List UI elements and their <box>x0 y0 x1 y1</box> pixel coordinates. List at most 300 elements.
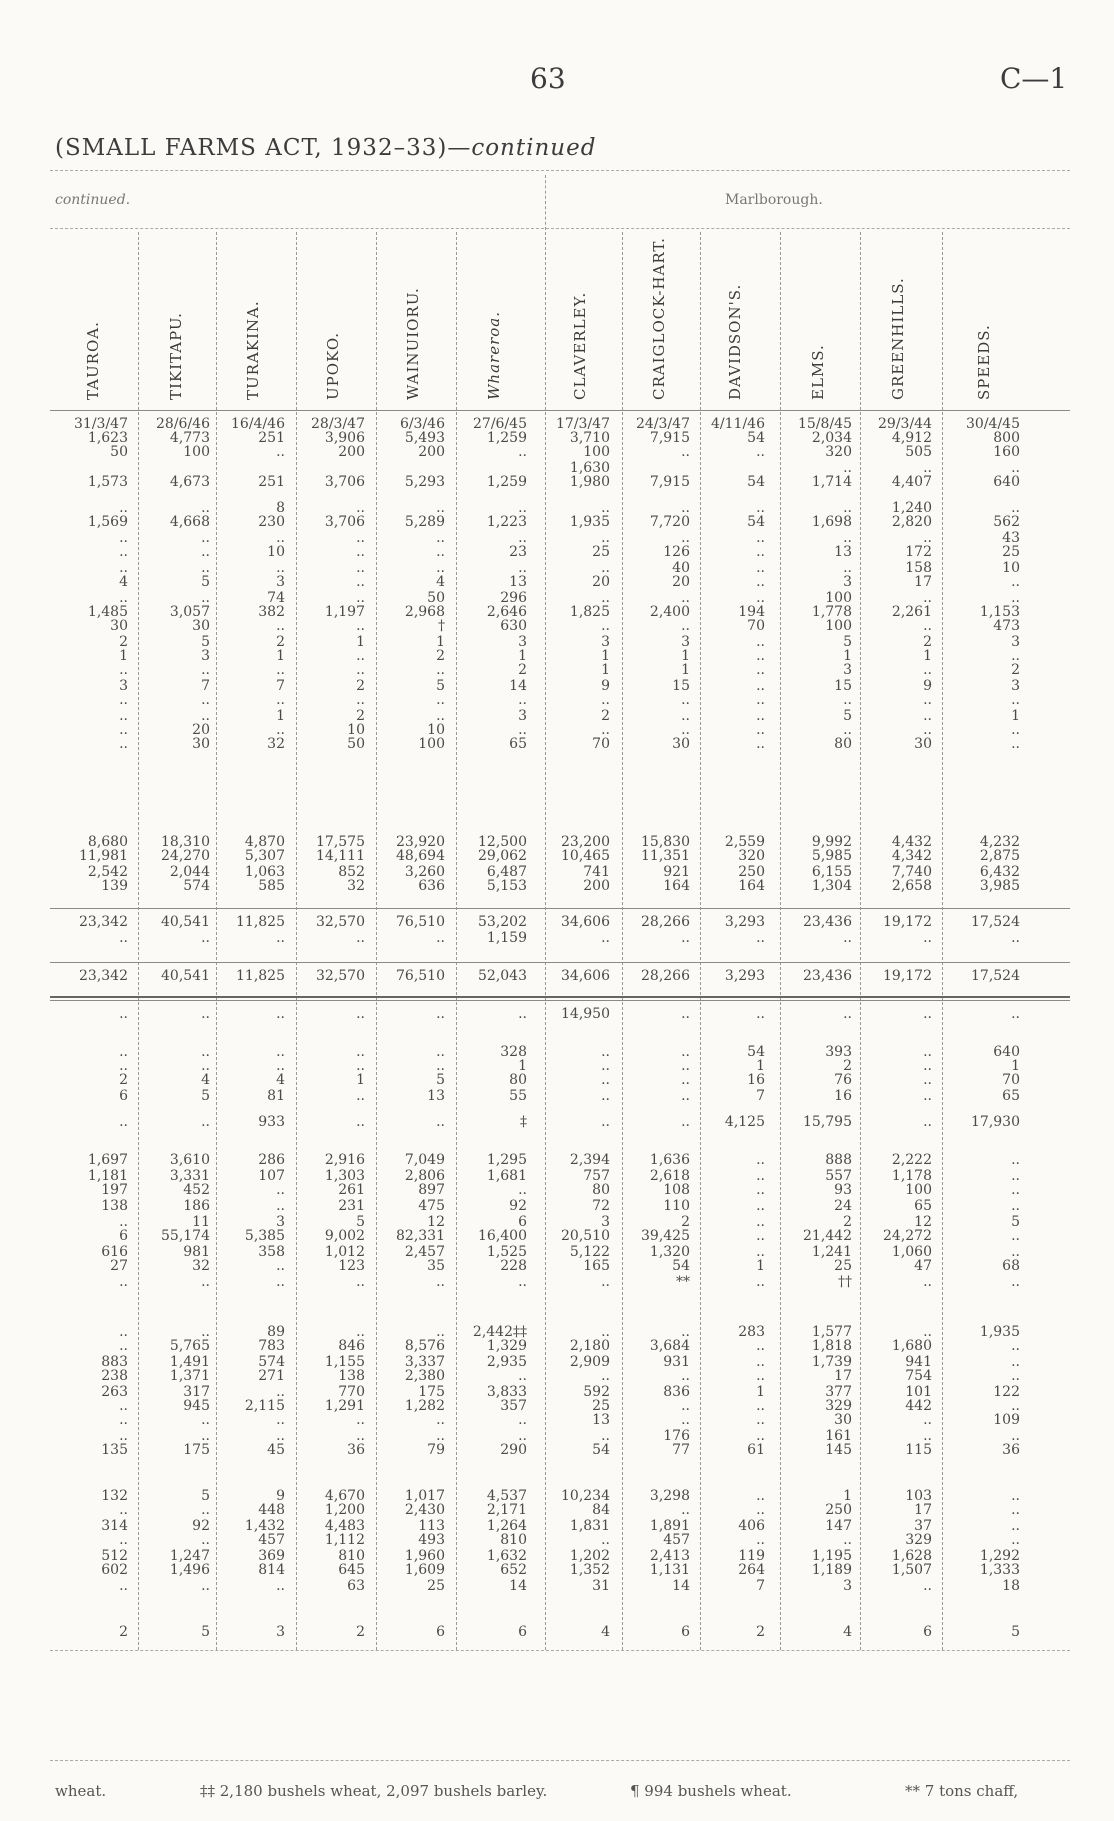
table-cell: .. <box>201 1324 210 1340</box>
table-cell: 28,266 <box>641 968 690 984</box>
table-cell: 30 <box>192 618 210 634</box>
table-cell: 12 <box>427 1214 445 1230</box>
table-cell: 5 <box>436 678 445 694</box>
table-cell: .. <box>356 1044 365 1060</box>
table-cell: .. <box>436 930 445 946</box>
table-cell: .. <box>923 1324 932 1340</box>
table-cell: 23,436 <box>803 914 852 930</box>
column-divider <box>622 232 623 1650</box>
table-cell: .. <box>436 530 445 546</box>
table-cell: 14,111 <box>316 848 365 864</box>
table-cell: .. <box>681 1398 690 1414</box>
table-cell: 1,980 <box>569 474 610 490</box>
table-cell: 30 <box>192 736 210 752</box>
table-cell: .. <box>1011 1532 1020 1548</box>
table-cell: 1,329 <box>486 1338 527 1354</box>
table-cell: 770 <box>338 1384 365 1400</box>
table-cell: 25 <box>592 1398 610 1414</box>
table-cell: 39,425 <box>641 1228 690 1244</box>
table-cell: 11,825 <box>236 968 285 984</box>
table-cell: .. <box>356 560 365 576</box>
table-cell: 6 <box>119 1228 128 1244</box>
table-cell: 113 <box>418 1518 445 1534</box>
table-cell: 320 <box>738 848 765 864</box>
table-cell: 55 <box>509 1088 527 1104</box>
table-cell: .. <box>756 574 765 590</box>
table-cell: 6,432 <box>979 864 1020 880</box>
table-cell: 8,680 <box>87 834 128 850</box>
table-cell: .. <box>436 1044 445 1060</box>
table-cell: 3,057 <box>169 604 210 620</box>
table-cell: 3,906 <box>324 430 365 446</box>
table-cell: 329 <box>825 1398 852 1414</box>
table-cell: .. <box>756 692 765 708</box>
table-cell: 34,606 <box>561 914 610 930</box>
table-cell: 1,609 <box>404 1562 445 1578</box>
table-cell: .. <box>119 1006 128 1022</box>
table-cell: 30/4/45 <box>966 416 1020 432</box>
table-cell: 23,920 <box>396 834 445 850</box>
table-cell: 2,171 <box>486 1502 527 1518</box>
table-cell: 164 <box>738 878 765 894</box>
table-cell: 228 <box>500 1258 527 1274</box>
table-cell: 7,740 <box>891 864 932 880</box>
table-cell: 981 <box>183 1244 210 1260</box>
table-cell: 1,223 <box>486 514 527 530</box>
table-cell: .. <box>436 1324 445 1340</box>
table-cell: 4,432 <box>891 834 932 850</box>
table-cell: .. <box>843 530 852 546</box>
table-cell: .. <box>119 1214 128 1230</box>
table-cell: 61 <box>747 1442 765 1458</box>
table-cell: 30 <box>672 736 690 752</box>
table-cell: 2,430 <box>404 1502 445 1518</box>
table-cell: .. <box>356 1006 365 1022</box>
table-cell: 4 <box>276 1072 285 1088</box>
table-cell: 10 <box>1002 560 1020 576</box>
table-cell: 1,178 <box>891 1168 932 1184</box>
table-cell: 1,063 <box>244 864 285 880</box>
table-cell: .. <box>923 590 932 606</box>
table-cell: 238 <box>101 1368 128 1384</box>
table-cell: .. <box>436 1006 445 1022</box>
footnote-1: wheat. <box>55 1782 107 1800</box>
table-cell: .. <box>276 1258 285 1274</box>
table-cell: 5 <box>201 1488 210 1504</box>
table-cell: †† <box>838 1274 852 1290</box>
table-cell: 1,577 <box>811 1324 852 1340</box>
table-cell: 13 <box>834 544 852 560</box>
table-cell: 5,493 <box>404 430 445 446</box>
table-cell: .. <box>119 1398 128 1414</box>
table-cell: 100 <box>905 1182 932 1198</box>
table-cell: 2 <box>1011 662 1020 678</box>
table-cell: 852 <box>338 864 365 880</box>
table-cell: 10,465 <box>561 848 610 864</box>
table-cell: .. <box>681 1072 690 1088</box>
table-cell: 1,017 <box>404 1488 445 1504</box>
table-cell: 100 <box>825 590 852 606</box>
table-cell: 3,710 <box>569 430 610 446</box>
table-cell: 3,985 <box>979 878 1020 894</box>
table-cell: 80 <box>592 1182 610 1198</box>
table-cell: 574 <box>258 1354 285 1370</box>
table-cell: 55,174 <box>161 1228 210 1244</box>
table-cell: 2 <box>756 1624 765 1640</box>
table-cell: 3 <box>518 634 527 650</box>
table-cell: 888 <box>825 1152 852 1168</box>
table-cell: .. <box>356 618 365 634</box>
table-cell: .. <box>201 590 210 606</box>
table-cell: .. <box>1011 1006 1020 1022</box>
table-cell: 3 <box>119 678 128 694</box>
table-cell: 251 <box>258 430 285 446</box>
table-cell: 70 <box>1002 1072 1020 1088</box>
table-cell: .. <box>756 544 765 560</box>
table-cell: .. <box>681 618 690 634</box>
table-cell: 93 <box>834 1182 852 1198</box>
table-cell: 4 <box>119 574 128 590</box>
table-cell: 945 <box>183 1398 210 1414</box>
table-cell: 5,289 <box>404 514 445 530</box>
table-cell: 406 <box>738 1518 765 1534</box>
table-cell: .. <box>1011 692 1020 708</box>
table-cell: 2,646 <box>486 604 527 620</box>
table-cell: .. <box>756 1006 765 1022</box>
table-cell: 3 <box>276 1214 285 1230</box>
table-cell: .. <box>601 1088 610 1104</box>
table-cell: .. <box>119 1412 128 1428</box>
table-cell: 2 <box>843 1058 852 1074</box>
table-cell: .. <box>756 1214 765 1230</box>
table-cell: .. <box>436 544 445 560</box>
table-cell: 28,266 <box>641 914 690 930</box>
table-cell: 2 <box>601 708 610 724</box>
table-cell: 1,259 <box>486 474 527 490</box>
table-cell: .. <box>119 1532 128 1548</box>
table-cell: 377 <box>825 1384 852 1400</box>
table-cell: .. <box>1011 460 1020 476</box>
table-cell: .. <box>201 500 210 516</box>
table-cell: 17,524 <box>971 968 1020 984</box>
table-cell: 70 <box>592 736 610 752</box>
table-cell: 100 <box>183 444 210 460</box>
table-cell: 7,720 <box>649 514 690 530</box>
column-divider <box>700 232 701 1650</box>
subhead-marlborough: Marlborough. <box>725 192 823 208</box>
column-header: UPOKO. <box>323 331 342 400</box>
table-cell: 800 <box>993 430 1020 446</box>
table-cell: 1,303 <box>324 1168 365 1184</box>
table-cell: .. <box>756 1244 765 1260</box>
table-cell: 1,320 <box>649 1244 690 1260</box>
table-cell: .. <box>201 1578 210 1594</box>
table-cell: .. <box>119 590 128 606</box>
table-cell: 314 <box>101 1518 128 1534</box>
table-cell: 357 <box>500 1398 527 1414</box>
table-cell: .. <box>681 1044 690 1060</box>
table-cell: 931 <box>663 1354 690 1370</box>
table-cell: 63 <box>347 1578 365 1594</box>
table-cell: .. <box>601 1324 610 1340</box>
column-header: TAUROA. <box>83 321 102 400</box>
column-divider <box>780 232 781 1650</box>
table-cell: .. <box>681 590 690 606</box>
table-cell: 1,825 <box>569 604 610 620</box>
table-cell: 54 <box>747 1044 765 1060</box>
table-cell: 21,442 <box>803 1228 852 1244</box>
table-cell: .. <box>1011 1354 1020 1370</box>
table-cell: 328 <box>500 1044 527 1060</box>
table-cell: 757 <box>583 1168 610 1184</box>
table-cell: 448 <box>258 1502 285 1518</box>
table-cell: .. <box>119 1502 128 1518</box>
district-divider <box>545 175 546 230</box>
table-cell: 53,202 <box>478 914 527 930</box>
table-cell: 1,153 <box>979 604 1020 620</box>
table-cell: .. <box>681 1368 690 1384</box>
table-cell: .. <box>1011 1152 1020 1168</box>
table-cell: 783 <box>258 1338 285 1354</box>
table-cell: .. <box>436 708 445 724</box>
table-rule <box>50 1000 1070 1001</box>
table-cell: .. <box>843 1532 852 1548</box>
table-cell: .. <box>843 460 852 476</box>
table-cell: 4/11/46 <box>711 416 765 432</box>
table-cell: 2,222 <box>891 1152 932 1168</box>
column-header: TURAKINA. <box>243 300 262 400</box>
table-cell: 2,380 <box>404 1368 445 1384</box>
table-cell: .. <box>601 1058 610 1074</box>
table-cell: 108 <box>663 1182 690 1198</box>
table-cell: 616 <box>101 1244 128 1260</box>
table-cell: .. <box>436 1428 445 1444</box>
table-cell: 4,870 <box>244 834 285 850</box>
table-cell: 138 <box>101 1198 128 1214</box>
table-cell: 100 <box>583 444 610 460</box>
table-cell: 50 <box>347 736 365 752</box>
table-cell: 28/3/47 <box>311 416 365 432</box>
table-cell: 1,630 <box>569 460 610 476</box>
footnote-4: ** 7 tons chaff, <box>905 1782 1019 1800</box>
table-cell: 8 <box>276 500 285 516</box>
table-cell: 7,915 <box>649 474 690 490</box>
table-cell: 2,394 <box>569 1152 610 1168</box>
table-cell: 2 <box>119 1072 128 1088</box>
table-cell: 165 <box>583 1258 610 1274</box>
table-rule <box>50 1650 1070 1651</box>
table-cell: 1,432 <box>244 1518 285 1534</box>
table-cell: .. <box>923 930 932 946</box>
table-cell: 4,668 <box>169 514 210 530</box>
table-cell: 10 <box>267 544 285 560</box>
table-cell: .. <box>1011 1368 1020 1384</box>
table-cell: .. <box>119 560 128 576</box>
table-cell: .. <box>356 662 365 678</box>
table-cell: 1,739 <box>811 1354 852 1370</box>
table-cell: 7 <box>276 678 285 694</box>
table-cell: .. <box>356 500 365 516</box>
table-cell: .. <box>518 444 527 460</box>
table-cell: .. <box>601 692 610 708</box>
table-cell: 123 <box>338 1258 365 1274</box>
table-cell: .. <box>601 1114 610 1130</box>
table-cell: 2,034 <box>811 430 852 446</box>
table-cell: .. <box>119 692 128 708</box>
table-cell: .. <box>1011 930 1020 946</box>
table-cell: 126 <box>663 544 690 560</box>
table-cell: .. <box>923 1088 932 1104</box>
table-cell: .. <box>681 1006 690 1022</box>
table-cell: .. <box>356 574 365 590</box>
table-cell: .. <box>756 1338 765 1354</box>
table-cell: .. <box>518 722 527 738</box>
table-cell: .. <box>436 1274 445 1290</box>
table-cell: .. <box>201 1044 210 1060</box>
table-cell: .. <box>601 560 610 576</box>
table-cell: .. <box>923 722 932 738</box>
table-cell: .. <box>119 722 128 738</box>
table-cell: 5 <box>201 574 210 590</box>
table-cell: 54 <box>592 1442 610 1458</box>
table-cell: .. <box>923 1412 932 1428</box>
footnote-2: ‡‡ 2,180 bushels wheat, 2,097 bushels barley. <box>200 1782 548 1800</box>
table-cell: .. <box>843 930 852 946</box>
title-main: (SMALL FARMS ACT, 1932–33)— <box>55 135 472 161</box>
table-cell: .. <box>119 708 128 724</box>
table-cell: 25 <box>427 1578 445 1594</box>
table-cell: 172 <box>905 544 932 560</box>
table-cell: 3,833 <box>486 1384 527 1400</box>
table-cell: .. <box>1011 1488 1020 1504</box>
table-cell: 17 <box>914 1502 932 1518</box>
table-cell: .. <box>356 1324 365 1340</box>
table-cell: 7,049 <box>404 1152 445 1168</box>
table-cell: .. <box>201 1114 210 1130</box>
table-cell: .. <box>436 692 445 708</box>
column-divider <box>545 232 546 1650</box>
table-cell: 9,992 <box>811 834 852 850</box>
table-cell: .. <box>1011 1228 1020 1244</box>
table-cell: 92 <box>509 1198 527 1214</box>
table-cell: 17 <box>914 574 932 590</box>
table-cell: 5 <box>1011 1624 1020 1640</box>
table-cell: 261 <box>338 1182 365 1198</box>
table-cell: 101 <box>905 1384 932 1400</box>
table-cell: 3,684 <box>649 1338 690 1354</box>
table-cell: 4,670 <box>324 1488 365 1504</box>
table-cell: 2 <box>923 634 932 650</box>
table-cell: 158 <box>905 560 932 576</box>
table-cell: .. <box>119 1058 128 1074</box>
table-cell: 2 <box>356 678 365 694</box>
table-cell: 200 <box>418 444 445 460</box>
table-cell: .. <box>518 692 527 708</box>
table-cell: 4 <box>601 1624 610 1640</box>
table-cell: 1 <box>756 1384 765 1400</box>
table-cell: .. <box>601 1072 610 1088</box>
table-cell: .. <box>201 1006 210 1022</box>
table-cell: 602 <box>101 1562 128 1578</box>
table-cell: .. <box>601 1532 610 1548</box>
table-cell: 36 <box>1002 1442 1020 1458</box>
table-cell: 30 <box>110 618 128 634</box>
table-cell: 836 <box>663 1384 690 1400</box>
table-cell: .. <box>436 1114 445 1130</box>
table-cell: 1 <box>601 662 610 678</box>
table-cell: .. <box>201 530 210 546</box>
table-cell: .. <box>843 560 852 576</box>
table-cell: .. <box>756 1502 765 1518</box>
table-cell: .. <box>119 930 128 946</box>
table-cell: 442 <box>905 1398 932 1414</box>
table-cell: 1,525 <box>486 1244 527 1260</box>
table-cell: 382 <box>258 604 285 620</box>
table-cell: 17,524 <box>971 914 1020 930</box>
table-cell: .. <box>436 662 445 678</box>
table-cell: 1,240 <box>891 500 932 516</box>
table-cell: 54 <box>672 1258 690 1274</box>
table-cell: 8,576 <box>404 1338 445 1354</box>
table-cell: 754 <box>905 1368 932 1384</box>
table-cell: 20 <box>592 574 610 590</box>
table-cell: .. <box>119 662 128 678</box>
table-cell: 271 <box>258 1368 285 1384</box>
table-cell: 1,698 <box>811 514 852 530</box>
table-cell: 1,247 <box>169 1548 210 1564</box>
table-cell: .. <box>756 1488 765 1504</box>
table-cell: .. <box>276 1578 285 1594</box>
table-cell: .. <box>119 1578 128 1594</box>
table-cell: 4,483 <box>324 1518 365 1534</box>
table-cell: 24 <box>834 1198 852 1214</box>
table-cell: 4 <box>843 1624 852 1640</box>
table-cell: .. <box>201 1058 210 1074</box>
table-cell: 3 <box>601 634 610 650</box>
table-cell: 3,331 <box>169 1168 210 1184</box>
table-cell: 1,259 <box>486 430 527 446</box>
table-cell: 29/3/44 <box>878 416 932 432</box>
table-cell: .. <box>756 1412 765 1428</box>
table-cell: .. <box>119 1044 128 1060</box>
table-cell: 883 <box>101 1354 128 1370</box>
table-cell: 457 <box>258 1532 285 1548</box>
table-cell: .. <box>601 1368 610 1384</box>
table-cell: 16 <box>834 1088 852 1104</box>
table-cell: 1,295 <box>486 1152 527 1168</box>
table-cell: .. <box>681 500 690 516</box>
table-cell: 1 <box>681 662 690 678</box>
table-cell: 45 <box>267 1442 285 1458</box>
table-cell: 5 <box>436 1072 445 1088</box>
table-cell: 1 <box>356 634 365 650</box>
table-cell: 29,062 <box>478 848 527 864</box>
rule-top <box>50 170 1070 171</box>
table-cell: 27 <box>110 1258 128 1274</box>
table-cell: 9 <box>923 678 932 694</box>
table-cell: .. <box>201 1412 210 1428</box>
table-cell: 40,541 <box>161 968 210 984</box>
column-divider <box>296 232 297 1650</box>
table-cell: 1 <box>601 648 610 664</box>
table-cell: 630 <box>500 618 527 634</box>
table-cell: 264 <box>738 1562 765 1578</box>
table-cell: 65 <box>1002 1088 1020 1104</box>
table-cell: 34,606 <box>561 968 610 984</box>
column-header: Whareroa. <box>484 311 503 400</box>
table-cell: 35 <box>427 1258 445 1274</box>
table-cell: 122 <box>993 1384 1020 1400</box>
